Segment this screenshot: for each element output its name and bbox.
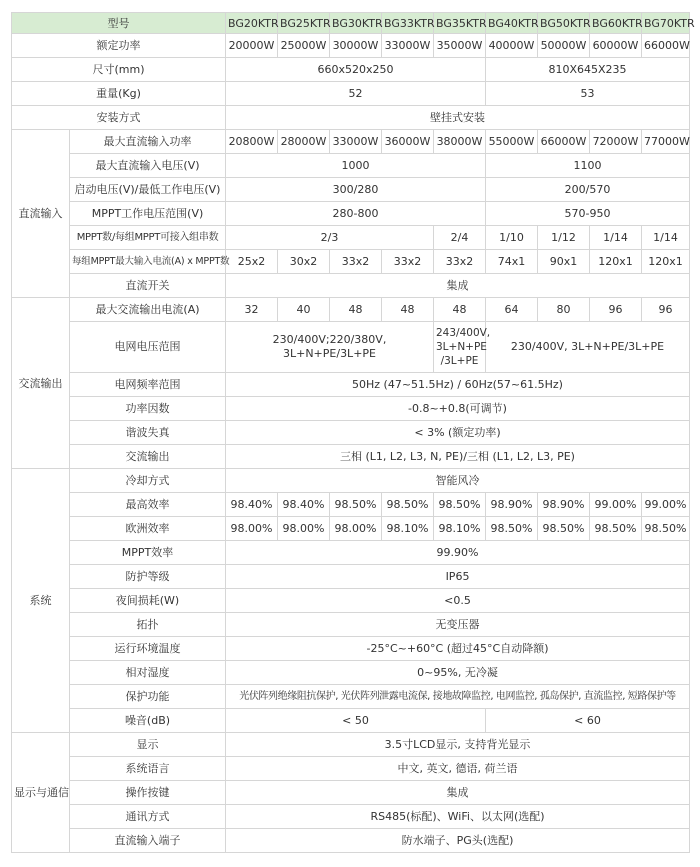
table-cell: 99.00% [590,493,642,517]
table-cell: 无变压器 [226,613,690,637]
table-cell: 810X645X235 [486,58,690,82]
row-label: 电网电压范围 [70,322,226,373]
table-cell: -25°C~+60°C (超过45°C自动降额) [226,637,690,661]
table-cell: 243/400V, 3L+N+PE /3L+PE [434,322,486,373]
row-label: 谐波失真 [70,421,226,445]
table-cell: 90x1 [538,250,590,274]
row-label: 操作按键 [70,781,226,805]
table-cell: 2/4 [434,226,486,250]
table-cell: 33x2 [434,250,486,274]
table-cell: 98.00% [226,517,278,541]
row-label: 欧洲效率 [70,517,226,541]
table-cell: 智能风冷 [226,469,690,493]
row-label: 系统语言 [70,757,226,781]
table-cell: 三相 (L1, L2, L3, N, PE)/三相 (L1, L2, L3, PE) [226,445,690,469]
table-header-row [12,13,690,34]
row-label: 启动电压(V)/最低工作电压(V) [70,178,226,202]
table-cell: 40000W [486,34,538,58]
row-label: 电网频率范围 [70,373,226,397]
table-cell: 1/10 [486,226,538,250]
row-label: MPPT工作电压范围(V) [70,202,226,226]
table-row [12,82,690,106]
table-cell: 80 [538,298,590,322]
table-row [12,250,690,274]
table-cell: 中文, 英文, 德语, 荷兰语 [226,757,690,781]
row-label: 额定功率 [12,34,226,58]
table-cell: 77000W [642,130,690,154]
table-row [12,226,690,250]
table-row [12,202,690,226]
table-cell: 74x1 [486,250,538,274]
table-cell: < 60 [486,709,690,733]
table-cell: 64 [486,298,538,322]
table-cell: 1100 [486,154,690,178]
row-label: 显示 [70,733,226,757]
table-cell: 35000W [434,34,486,58]
row-label: 每组MPPT最大输入电流(A) x MPPT数 [70,250,226,274]
header-model-label: 型号 [12,13,226,34]
table-cell: 40 [278,298,330,322]
table-cell: 98.90% [538,493,590,517]
table-cell: 200/570 [486,178,690,202]
table-cell: 98.40% [278,493,330,517]
table-cell: 光伏阵列绝缘阻抗保护, 光伏阵列泄露电流保, 接地故障监控, 电网监控, 孤岛保护, 直流监控, 短路保护等 [226,685,690,709]
row-label: 夜间损耗(W) [70,589,226,613]
table-cell: 98.90% [486,493,538,517]
table-row [12,805,690,829]
table-row [12,106,690,130]
row-label: 最大直流输入电压(V) [70,154,226,178]
table-cell: 98.40% [226,493,278,517]
row-label: 拓扑 [70,613,226,637]
header-model: BG30KTR [330,13,382,34]
table-row [12,565,690,589]
table-cell: IP65 [226,565,690,589]
table-cell: 20000W [226,34,278,58]
table-row [12,589,690,613]
row-label: 噪音(dB) [70,709,226,733]
header-model: BG35KTR [434,13,486,34]
row-label: 防护等级 [70,565,226,589]
table-cell: 96 [642,298,690,322]
table-cell: 96 [590,298,642,322]
table-cell: 25000W [278,34,330,58]
table-cell: 48 [434,298,486,322]
table-cell: -0.8~+0.8(可调节) [226,397,690,421]
row-label: 保护功能 [70,685,226,709]
table-row [12,58,690,82]
table-cell: 120x1 [590,250,642,274]
table-cell: 98.50% [330,493,382,517]
table-row [12,781,690,805]
table-cell: 3.5寸LCD显示, 支持背光显示 [226,733,690,757]
row-label: 尺寸(mm) [12,58,226,82]
row-label: 通讯方式 [70,805,226,829]
table-cell: 660x520x250 [226,58,486,82]
table-cell: 33000W [330,130,382,154]
table-row [12,709,690,733]
table-cell: 48 [382,298,434,322]
row-label: MPPT数/每组MPPT可接入组串数 [70,226,226,250]
table-cell: 98.10% [434,517,486,541]
table-cell: 98.50% [538,517,590,541]
row-label: 安装方式 [12,106,226,130]
table-cell: RS485(标配)、WiFi、以太网(选配) [226,805,690,829]
row-label: 最大交流输出电流(A) [70,298,226,322]
table-cell: 72000W [590,130,642,154]
table-cell: 1/14 [642,226,690,250]
table-row [12,178,690,202]
table-row [12,613,690,637]
table-cell: 98.50% [434,493,486,517]
table-row [12,322,690,373]
category-system: 系统 [12,469,70,733]
header-model: BG25KTR [278,13,330,34]
table-cell: 98.50% [590,517,642,541]
table-row [12,661,690,685]
table-row [12,685,690,709]
table-row [12,397,690,421]
table-cell: 66000W [642,34,690,58]
table-cell: 32 [226,298,278,322]
table-cell: 壁挂式安装 [226,106,690,130]
table-cell: 集成 [226,781,690,805]
category-ac-output: 交流输出 [12,298,70,469]
table-row [12,445,690,469]
table-row [12,733,690,757]
table-cell: < 50 [226,709,486,733]
table-row [12,829,690,853]
table-row [12,637,690,661]
table-cell: 33x2 [382,250,434,274]
table-cell: 60000W [590,34,642,58]
table-cell: 53 [486,82,690,106]
table-cell: 98.00% [330,517,382,541]
row-label: 重量(Kg) [12,82,226,106]
header-model: BG70KTR [642,13,690,34]
table-row [12,154,690,178]
table-row [12,421,690,445]
category-dc-input: 直流输入 [12,130,70,298]
table-cell: < 3% (额定功率) [226,421,690,445]
table-cell: 55000W [486,130,538,154]
table-cell: 66000W [538,130,590,154]
row-label: 相对湿度 [70,661,226,685]
table-cell: 230/400V, 3L+N+PE/3L+PE [486,322,690,373]
row-label: 运行环境温度 [70,637,226,661]
header-model: BG20KTR [226,13,278,34]
row-label: 最大直流输入功率 [70,130,226,154]
row-label: 直流输入端子 [70,829,226,853]
header-model: BG60KTR [590,13,642,34]
table-row [12,298,690,322]
table-cell: 防水端子、PG头(选配) [226,829,690,853]
table-cell: 集成 [226,274,690,298]
table-cell: 52 [226,82,486,106]
table-cell: 280-800 [226,202,486,226]
table-cell: <0.5 [226,589,690,613]
table-cell: 33x2 [330,250,382,274]
table-row [12,34,690,58]
table-row [12,757,690,781]
table-cell: 99.00% [642,493,690,517]
table-cell: 25x2 [226,250,278,274]
table-cell: 0~95%, 无冷凝 [226,661,690,685]
spec-table [11,12,695,853]
table-cell: 50Hz (47~51.5Hz) / 60Hz(57~61.5Hz) [226,373,690,397]
table-cell: 36000W [382,130,434,154]
table-cell: 20800W [226,130,278,154]
header-model: BG40KTR [486,13,538,34]
row-label: 功率因数 [70,397,226,421]
row-label: 直流开关 [70,274,226,298]
row-label: 交流输出 [70,445,226,469]
table-cell: 1/14 [590,226,642,250]
table-cell: 99.90% [226,541,690,565]
table-cell: 98.50% [486,517,538,541]
table-cell: 1000 [226,154,486,178]
row-label: 冷却方式 [70,469,226,493]
table-row [12,493,690,517]
table-row [12,274,690,298]
table-cell: 1/12 [538,226,590,250]
table-cell: 570-950 [486,202,690,226]
row-label: 最高效率 [70,493,226,517]
table-cell: 98.50% [382,493,434,517]
table-row [12,541,690,565]
table-cell: 48 [330,298,382,322]
table-cell: 28000W [278,130,330,154]
table-cell: 38000W [434,130,486,154]
table-row [12,469,690,493]
table-cell: 98.00% [278,517,330,541]
table-row [12,517,690,541]
category-display-comm: 显示与通信 [12,733,70,853]
table-cell: 2/3 [226,226,434,250]
table-row [12,373,690,397]
table-cell: 50000W [538,34,590,58]
table-cell: 300/280 [226,178,486,202]
table-cell: 230/400V;220/380V, 3L+N+PE/3L+PE [226,322,434,373]
header-model: BG33KTR [382,13,434,34]
table-cell: 30x2 [278,250,330,274]
table-cell: 30000W [330,34,382,58]
header-model: BG50KTR [538,13,590,34]
table-cell: 120x1 [642,250,690,274]
table-cell: 98.10% [382,517,434,541]
table-row [12,130,690,154]
table-cell: 98.50% [642,517,690,541]
table-cell: 33000W [382,34,434,58]
row-label: MPPT效率 [70,541,226,565]
